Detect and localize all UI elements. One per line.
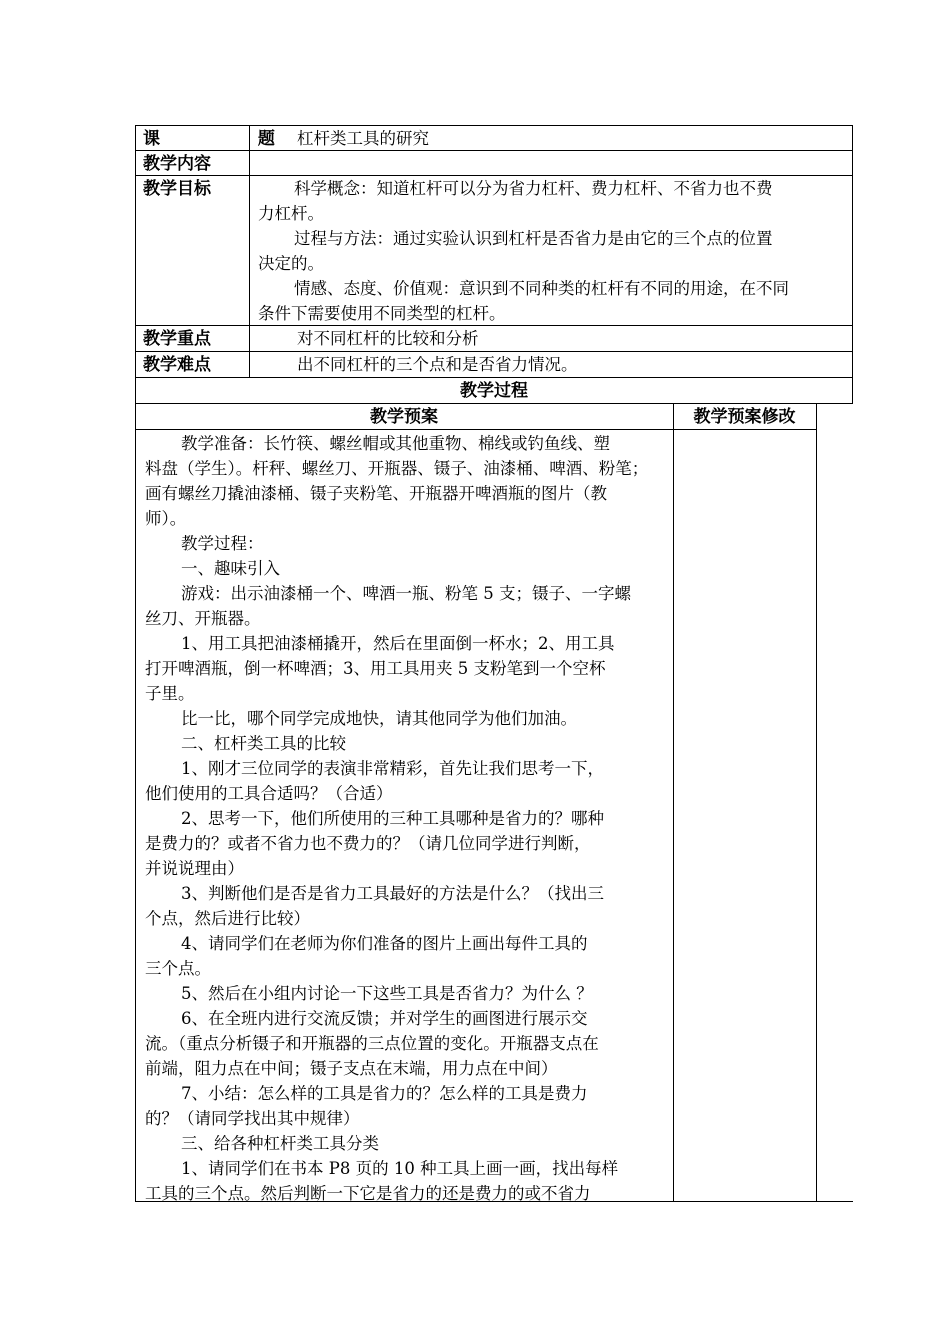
plan-line: 画有螺丝刀撬油漆桶、镊子夹粉笔、开瓶器开啤酒瓶的图片（教	[145, 484, 607, 503]
plan-line: 游戏：出示油漆桶一个、啤酒一瓶、粉笔 5 支；镊子、一字螺	[181, 584, 631, 603]
plan-line: 1、用工具把油漆桶撬开，然后在里面倒一杯水；2、用工具	[181, 634, 615, 653]
plan-line: 师）。	[145, 509, 187, 528]
goals-line: 科学概念：知道杠杆可以分为省力杠杆、费力杠杆、不省力也不费	[294, 179, 773, 198]
plan-line: 三个点。	[145, 959, 211, 978]
row-divider	[135, 403, 853, 404]
plan-column-divider	[673, 403, 674, 1201]
plan-line: 二、杠杆类工具的比较	[181, 734, 346, 753]
goals-line: 决定的。	[258, 254, 324, 273]
plan-body	[145, 431, 670, 1206]
plan-line: 一、趣味引入	[181, 559, 280, 578]
goals-line: 情感、态度、价值观：意识到不同种类的杠杆有不同的用途，在不同	[294, 279, 789, 298]
plan-line: 子里。	[145, 684, 195, 703]
plan-line: 工具的三个点。然后判断一下它是省力的还是费力的或不省力	[145, 1184, 591, 1203]
plan-line: 4、请同学们在老师为你们准备的图片上画出每件工具的	[181, 934, 588, 953]
plan-line: 1、请同学们在书本 P8 页的 10 种工具上画一画，找出每样	[181, 1159, 619, 1178]
plan-line: 比一比，哪个同学完成地快，请其他同学为他们加油。	[181, 709, 577, 728]
key-point-value: 对不同杠杆的比较和分析	[297, 329, 479, 348]
process-title: 教学过程	[460, 381, 528, 401]
goals-line: 力杠杆。	[258, 204, 324, 223]
plan-line: 教学准备：长竹筷、螺丝帽或其他重物、棉线或钓鱼线、塑	[181, 434, 610, 453]
plan-line: 三、给各种杠杆类工具分类	[181, 1134, 379, 1153]
table-right-border	[852, 125, 853, 403]
difficulty-value: 出不同杠杆的三个点和是否省力情况。	[297, 355, 578, 374]
topic-label: 课 题	[143, 129, 321, 149]
goals-line: 条件下需要使用不同类型的杠杆。	[258, 304, 506, 323]
revision-column-header: 教学预案修改	[693, 407, 796, 427]
plan-line: 6、在全班内进行交流反馈；并对学生的画图进行展示交	[181, 1009, 588, 1028]
label-column-divider	[249, 125, 250, 377]
plan-line: 3、判断他们是否是省力工具最好的方法是什么？（找出三	[181, 884, 604, 903]
plan-line: 前端，阻力点在中间；镊子支点在末端，用力点在中间）	[145, 1059, 558, 1078]
plan-line: 料盘（学生）。杆秤、螺丝刀、开瓶器、镊子、油漆桶、啤酒、粉笔；	[145, 459, 649, 478]
plan-line: 的？（请同学找出其中规律）	[145, 1109, 360, 1128]
row-divider	[135, 377, 853, 378]
goals-text	[258, 176, 850, 326]
content-label: 教学内容	[143, 154, 211, 174]
table-top-border	[135, 125, 853, 126]
plan-line: 流。（重点分析镊子和开瓶器的三点位置的变化。开瓶器支点在	[145, 1034, 599, 1053]
plan-line: 是费力的？或者不省力也不费力的？（请几位同学进行判断，	[145, 834, 591, 853]
plan-line: 丝刀、开瓶器。	[145, 609, 261, 628]
table-left-border	[135, 125, 136, 1202]
plan-line: 他们使用的工具合适吗？（合适）	[145, 784, 393, 803]
plan-column-header: 教学预案	[370, 407, 438, 427]
plan-line: 个点，然后进行比较）	[145, 909, 310, 928]
plan-line: 打开啤酒瓶，倒一杯啤酒；3、用工具用夹 5 支粉笔到一个空杯	[145, 659, 606, 678]
difficulty-label: 教学难点	[143, 355, 211, 375]
revision-column-divider	[816, 403, 817, 1201]
plan-line: 5、然后在小组内讨论一下这些工具是否省力？为什么 ？	[181, 984, 593, 1003]
row-divider	[135, 429, 816, 430]
plan-line: 2、思考一下，他们所使用的三种工具哪种是省力的？哪种	[181, 809, 604, 828]
goals-line: 过程与方法：通过实验认识到杠杆是否省力是由它的三个点的位置	[294, 229, 773, 248]
plan-line: 教学过程：	[181, 534, 264, 553]
row-divider	[135, 150, 853, 151]
plan-line: 并说说理由）	[145, 859, 244, 878]
topic-value: 杠杆类工具的研究	[297, 129, 429, 148]
goals-label: 教学目标	[143, 179, 211, 199]
key-point-label: 教学重点	[143, 329, 211, 349]
plan-line: 7、小结：怎么样的工具是省力的？怎么样的工具是费力	[181, 1084, 588, 1103]
plan-line: 1、刚才三位同学的表演非常精彩，首先让我们思考一下，	[181, 759, 604, 778]
